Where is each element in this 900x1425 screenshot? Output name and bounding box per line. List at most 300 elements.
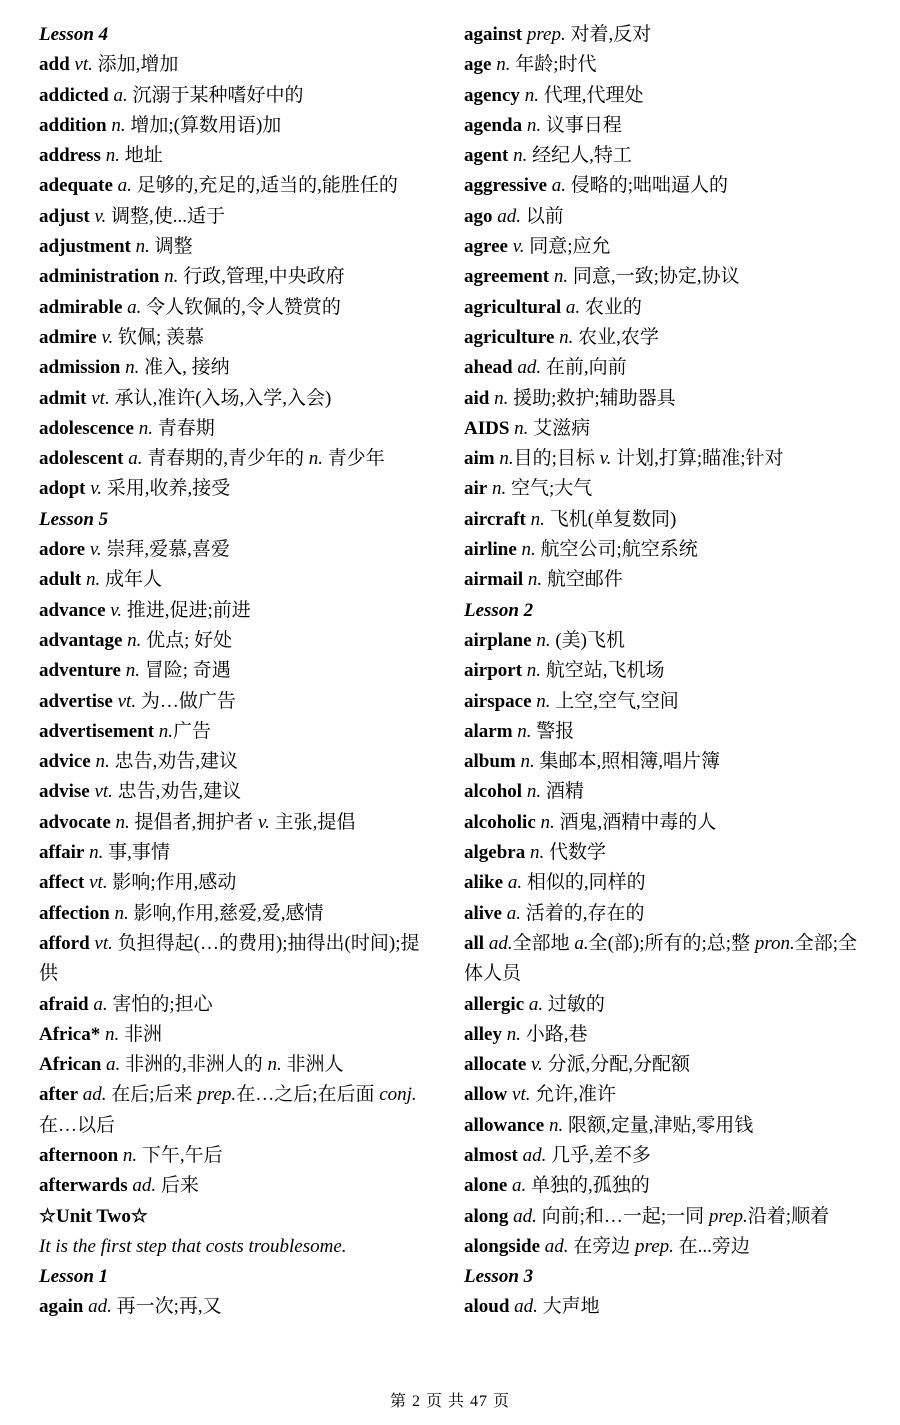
part-of-speech: n. [522, 660, 542, 682]
definition: 影响,作用,慈爱,爱,感情 [128, 902, 324, 924]
definition: 广告 [173, 720, 212, 742]
part-of-speech: n. [535, 811, 555, 833]
definition: 活着的,存在的 [521, 902, 645, 924]
part-of-speech: v. [105, 599, 123, 621]
definition: 目的;目标 [513, 448, 600, 470]
part-of-speech: ad. [492, 205, 521, 227]
part-of-speech: v. [526, 1054, 543, 1076]
definition: 以前 [521, 205, 564, 227]
part-of-speech: a. [561, 296, 581, 318]
definition: 添加,增加 [92, 54, 179, 76]
vocab-entry [464, 20, 864, 50]
vocab-entry [464, 838, 864, 868]
definition: 忠告,劝告,建议 [109, 751, 238, 773]
definition: 非洲 [119, 1023, 162, 1045]
definition: 青少年 [322, 448, 385, 470]
vocab-entry [39, 50, 431, 80]
unit-quote: It is the first step that costs troublesome. [39, 1235, 347, 1257]
vocab-entry [464, 171, 864, 201]
part-of-speech: n. [90, 751, 110, 773]
part-of-speech: vt. [112, 690, 137, 712]
vocab-entry [39, 565, 431, 595]
vocab-entry [464, 444, 864, 474]
vocab-entry [39, 232, 431, 262]
headword: airspace [464, 690, 532, 712]
headword: advocate [39, 811, 111, 833]
definition: 崇拜,爱慕,喜爱 [101, 539, 230, 561]
definition: 冒险; 奇遇 [139, 660, 231, 682]
part-of-speech: vt. [86, 387, 110, 409]
headword: alike [464, 872, 504, 894]
headword: aggressive [464, 175, 548, 197]
vocab-entry [39, 202, 431, 232]
definition: 准入, 接纳 [139, 357, 230, 379]
vocab-entry [464, 323, 864, 353]
definition: 限额,定量,津贴,零用钱 [563, 1114, 754, 1136]
vocab-entry [39, 899, 431, 929]
definition: 影响;作用,感动 [107, 872, 237, 894]
part-of-speech: prep. [708, 1205, 748, 1227]
vocab-entry [39, 656, 431, 686]
headword: admit [39, 387, 87, 409]
definition: 相似的,同样的 [522, 872, 646, 894]
lesson-heading: Lesson 5 [39, 508, 109, 530]
definition: 同意,一致;协定,协议 [568, 266, 740, 288]
vocab-entry [464, 1171, 864, 1201]
headword: affair [39, 842, 85, 864]
headword: advertisement [39, 720, 155, 742]
vocab-entry [464, 535, 864, 565]
vocab-entry [464, 414, 864, 444]
headword: Africa* [39, 1023, 101, 1045]
headword: admirable [39, 296, 123, 318]
definition: (美)飞机 [550, 629, 625, 651]
vocab-entry [39, 444, 431, 474]
headword: air [464, 478, 488, 500]
part-of-speech: conj. [379, 1084, 417, 1106]
vocab-entry [464, 565, 864, 595]
definition: 成年人 [100, 569, 163, 591]
definition: 艾滋病 [528, 417, 591, 439]
vocab-entry [39, 262, 431, 292]
part-of-speech: n. [120, 660, 140, 682]
part-of-speech: ad. [127, 1175, 157, 1197]
definition: 全(部);所有的;总;整 [588, 932, 755, 954]
part-of-speech: n. [133, 417, 153, 439]
part-of-speech: ad. [540, 1235, 569, 1257]
headword: address [39, 145, 101, 167]
definition: 害怕的;担心 [107, 993, 213, 1015]
definition: 全部;全体人员 [464, 932, 858, 985]
vocab-entry [464, 777, 864, 807]
vocab-entry [464, 656, 864, 686]
headword: airplane [464, 629, 532, 651]
vocab-entry [464, 1020, 864, 1050]
part-of-speech: n. [159, 266, 179, 288]
definition: 下午,午后 [137, 1144, 223, 1166]
headword: alley [464, 1023, 502, 1045]
headword: AIDS [464, 417, 510, 439]
lesson-heading: Lesson 1 [39, 1266, 109, 1288]
definition: 主张,提倡 [269, 811, 356, 833]
vocab-entry [39, 141, 431, 171]
headword: agenda [464, 114, 523, 136]
vocab-entry [464, 1141, 864, 1171]
part-of-speech: a. [547, 175, 567, 197]
vocab-entry [464, 1232, 864, 1262]
definition: 为…做广告 [136, 690, 236, 712]
part-of-speech: n. [491, 54, 511, 76]
headword: aloud [464, 1296, 510, 1318]
vocab-entry [39, 717, 431, 747]
definition: 再一次;再,又 [111, 1296, 222, 1318]
vocab-entry [464, 474, 864, 504]
part-of-speech: prep. [522, 24, 566, 45]
vocab-entry [464, 384, 864, 414]
part-of-speech: n. [154, 720, 174, 742]
definition: 增加;(算数用语)加 [125, 114, 282, 136]
headword: adore [39, 539, 86, 561]
part-of-speech: ad. [512, 357, 542, 379]
definition: 在后;后来 [106, 1084, 198, 1106]
vocab-entry [464, 111, 864, 141]
vocab-entry [39, 293, 431, 323]
definition: 令人钦佩的,令人赞赏的 [141, 296, 341, 318]
part-of-speech: a. [574, 932, 589, 954]
part-of-speech: a. [123, 448, 143, 470]
headword: after [39, 1084, 79, 1106]
vocab-entry [464, 202, 864, 232]
headword: along [464, 1205, 509, 1227]
definition: 代理,代理处 [538, 84, 644, 106]
vocab-entry [464, 293, 864, 323]
part-of-speech: vt. [89, 932, 113, 954]
definition: 过敏的 [543, 993, 605, 1015]
vocab-entry [39, 171, 431, 201]
definition: 提倡者,拥护者 [129, 811, 259, 833]
part-of-speech: n. [120, 357, 140, 379]
part-of-speech: a. [524, 993, 544, 1015]
vocab-entry [464, 50, 864, 80]
definition: 调整 [149, 236, 193, 258]
headword: addition [39, 114, 107, 136]
vocab-entry [464, 747, 864, 777]
headword: airport [464, 660, 523, 682]
part-of-speech: n. [502, 1023, 521, 1045]
part-of-speech: ad. [509, 1296, 538, 1318]
headword: African [39, 1054, 102, 1076]
part-of-speech: n. [522, 114, 542, 136]
definition: 优点; 好处 [141, 629, 233, 651]
vocab-entry [39, 353, 431, 383]
definition: 议事日程 [541, 114, 622, 136]
vocab-entry [464, 505, 864, 535]
vocab-entry [39, 1050, 431, 1080]
vocab-entry [39, 777, 431, 807]
headword: ago [464, 205, 493, 227]
part-of-speech: n. [81, 569, 101, 591]
definition: 大声地 [537, 1296, 600, 1318]
definition: 对着,反对 [565, 24, 652, 45]
part-of-speech: n. [487, 478, 507, 500]
definition: 非洲人 [281, 1054, 344, 1076]
part-of-speech: prep. [197, 1084, 237, 1106]
vocab-entry [464, 626, 864, 656]
part-of-speech: a. [112, 175, 132, 197]
part-of-speech: vt. [84, 872, 108, 894]
vocab-entry [464, 868, 864, 898]
vocab-entry [39, 323, 431, 353]
part-of-speech: n. [118, 1144, 138, 1166]
part-of-speech: n. [267, 1054, 282, 1076]
part-of-speech: vt. [507, 1084, 531, 1106]
headword: advise [39, 781, 90, 803]
vocab-entry [39, 81, 431, 111]
vocab-entry [464, 141, 864, 171]
definition: 警报 [531, 720, 575, 742]
part-of-speech: n. [525, 842, 545, 864]
headword: almost [464, 1144, 518, 1166]
headword: administration [39, 266, 160, 288]
vocab-entry [39, 990, 431, 1020]
definition: 酒鬼,酒精中毒的人 [554, 811, 717, 833]
vocab-entry [464, 1111, 864, 1141]
headword: aim [464, 448, 495, 470]
part-of-speech: n. [509, 417, 529, 439]
headword: adolescent [39, 448, 124, 470]
vocab-entry [464, 353, 864, 383]
part-of-speech: n. [489, 387, 509, 409]
part-of-speech: n. [100, 1023, 120, 1045]
vocab-entry [39, 1292, 431, 1322]
definition: 行政,管理,中央政府 [178, 266, 345, 288]
headword: adventure [39, 660, 121, 682]
headword: agree [464, 236, 508, 258]
vocab-entry [464, 1292, 864, 1322]
headword: afford [39, 932, 90, 954]
headword: afternoon [39, 1144, 119, 1166]
headword: again [39, 1296, 84, 1318]
definition: 在…以后 [39, 1114, 116, 1136]
vocab-entry [464, 990, 864, 1020]
page-footer: 第 2 页 共 47 页 [389, 1393, 510, 1410]
definition: 在旁边 [568, 1235, 636, 1257]
definition: 飞机(单复数同) [544, 508, 677, 530]
definition: 在...旁边 [673, 1235, 750, 1257]
part-of-speech: n. [84, 842, 104, 864]
part-of-speech: a. [502, 902, 521, 924]
headword: adjust [39, 205, 90, 227]
headword: alcohol [464, 781, 523, 803]
vocab-entry [39, 474, 431, 504]
headword: agriculture [464, 326, 555, 348]
definition: 空气;大气 [506, 478, 593, 500]
headword: add [39, 54, 70, 76]
headword: airline [464, 539, 517, 561]
headword: against [464, 24, 523, 45]
part-of-speech: v. [507, 236, 525, 258]
definition: 忠告,劝告,建议 [112, 781, 242, 803]
part-of-speech: n. [554, 326, 574, 348]
part-of-speech: ad. [508, 1205, 537, 1227]
vocab-entry [39, 596, 431, 626]
part-of-speech: vt. [69, 54, 93, 76]
headword: alarm [464, 720, 513, 742]
lesson-heading: Lesson 2 [464, 599, 534, 621]
part-of-speech: ad. [83, 1296, 112, 1318]
definition: 年龄;时代 [510, 54, 597, 76]
definition: 推进,促进;前进 [122, 599, 251, 621]
headword: ahead [464, 357, 513, 379]
part-of-speech: prep. [635, 1235, 674, 1257]
part-of-speech: n. [508, 145, 528, 167]
part-of-speech: n. [512, 720, 532, 742]
vocab-entry [39, 838, 431, 868]
part-of-speech: a. [122, 296, 142, 318]
part-of-speech: v. [96, 326, 114, 348]
part-of-speech: a. [503, 872, 523, 894]
headword: allergic [464, 993, 525, 1015]
headword: agricultural [464, 296, 562, 318]
vocab-entry [464, 1202, 864, 1232]
part-of-speech: n. [522, 781, 542, 803]
headword: afraid [39, 993, 89, 1015]
headword: age [464, 54, 492, 76]
headword: adult [39, 569, 82, 591]
definition: 航空公司;航空系统 [535, 539, 698, 561]
definition: 调整,使...适于 [106, 205, 225, 227]
part-of-speech: v. [85, 478, 102, 500]
definition: 侵略的;咄咄逼人的 [566, 175, 729, 197]
vocab-entry [39, 747, 431, 777]
definition: 向前;和…一起;一同 [536, 1205, 709, 1227]
definition: 小路,巷 [521, 1023, 588, 1045]
part-of-speech: n. [515, 751, 535, 773]
headword: advice [39, 751, 91, 773]
headword: aid [464, 387, 490, 409]
part-of-speech: n. [544, 1114, 564, 1136]
definition: 允许,准许 [530, 1084, 617, 1106]
vocab-entry [39, 1020, 431, 1050]
headword: allowance [464, 1114, 545, 1136]
part-of-speech: v. [258, 811, 270, 833]
vocab-entry [464, 1050, 864, 1080]
definition: 援助;救护;辅助器具 [508, 387, 676, 409]
headword: aircraft [464, 508, 526, 530]
headword: affection [39, 902, 110, 924]
definition: 上空,空气,空间 [550, 690, 679, 712]
definition: 经纪人,特工 [527, 145, 632, 167]
part-of-speech: vt. [89, 781, 113, 803]
vocab-entry [39, 687, 431, 717]
headword: allow [464, 1084, 508, 1106]
headword: algebra [464, 842, 526, 864]
part-of-speech: n. [130, 236, 150, 258]
headword: advance [39, 599, 106, 621]
headword: admire [39, 326, 97, 348]
definition: 几乎,差不多 [546, 1144, 651, 1166]
part-of-speech: ad. [78, 1084, 107, 1106]
part-of-speech: n. [308, 448, 323, 470]
headword: album [464, 751, 516, 773]
definition: 农业,农学 [573, 326, 659, 348]
vocab-entry [464, 81, 864, 111]
part-of-speech: v. [85, 539, 102, 561]
vocab-entry [39, 808, 431, 838]
definition: 地址 [119, 145, 163, 167]
vocab-entry [39, 111, 431, 141]
vocab-entry [39, 535, 431, 565]
definition: 承认,准许(入场,入学,入会) [109, 387, 332, 409]
headword: alcoholic [464, 811, 536, 833]
definition: 青春期 [152, 417, 215, 439]
part-of-speech: a. [101, 1054, 121, 1076]
definition: 计划,打算;瞄准;针对 [611, 448, 784, 470]
right-column [464, 20, 864, 1323]
vocab-entry [464, 262, 864, 292]
vocab-entry [464, 1080, 864, 1110]
definition: 足够的,充足的,适当的,能胜任的 [131, 175, 398, 197]
vocab-entry [464, 232, 864, 262]
definition: 在…之后;在后面 [236, 1084, 380, 1106]
part-of-speech: n. [531, 629, 551, 651]
definition: 全部地 [512, 932, 575, 954]
part-of-speech: n. [494, 448, 514, 470]
headword: adolescence [39, 417, 134, 439]
headword: advertise [39, 690, 113, 712]
part-of-speech: n. [523, 569, 543, 591]
left-column [39, 20, 431, 1323]
definition: 沉溺于某种嗜好中的 [127, 84, 304, 106]
headword: adjustment [39, 236, 131, 258]
part-of-speech: n. [109, 902, 129, 924]
headword: adequate [39, 175, 113, 197]
vocab-entry [39, 868, 431, 898]
definition: 采用,收养,接受 [102, 478, 231, 500]
definition: 后来 [156, 1175, 199, 1197]
lesson-heading: Lesson 4 [39, 24, 109, 45]
definition: 农业的 [580, 296, 642, 318]
headword: alongside [464, 1235, 541, 1257]
definition: 负担得起(…的费用);抽得出(时间);提供 [39, 932, 420, 985]
headword: admission [39, 357, 121, 379]
part-of-speech: n. [516, 539, 536, 561]
vocab-entry [39, 929, 431, 990]
part-of-speech: n. [549, 266, 569, 288]
vocab-entry [39, 1141, 431, 1171]
definition: 航空站,飞机场 [541, 660, 665, 682]
definition: 分派,分配,分配额 [542, 1054, 691, 1076]
definition: 在前,向前 [541, 357, 627, 379]
headword: all [464, 932, 485, 954]
headword: airmail [464, 569, 524, 591]
headword: adopt [39, 478, 86, 500]
vocab-entry [464, 899, 864, 929]
definition: 青春期的,青少年的 [142, 448, 309, 470]
headword: afterwards [39, 1175, 128, 1197]
definition: 钦佩; 羡慕 [113, 326, 205, 348]
headword: allocate [464, 1054, 527, 1076]
part-of-speech: a. [507, 1175, 527, 1197]
part-of-speech: pron. [754, 932, 795, 954]
part-of-speech: n. [525, 508, 545, 530]
part-of-speech: n. [110, 811, 130, 833]
part-of-speech: ad. [517, 1144, 547, 1166]
vocab-entry [39, 1171, 431, 1201]
definition: 同意;应允 [524, 236, 611, 258]
definition: 沿着;顺着 [747, 1205, 830, 1227]
headword: affect [39, 872, 85, 894]
